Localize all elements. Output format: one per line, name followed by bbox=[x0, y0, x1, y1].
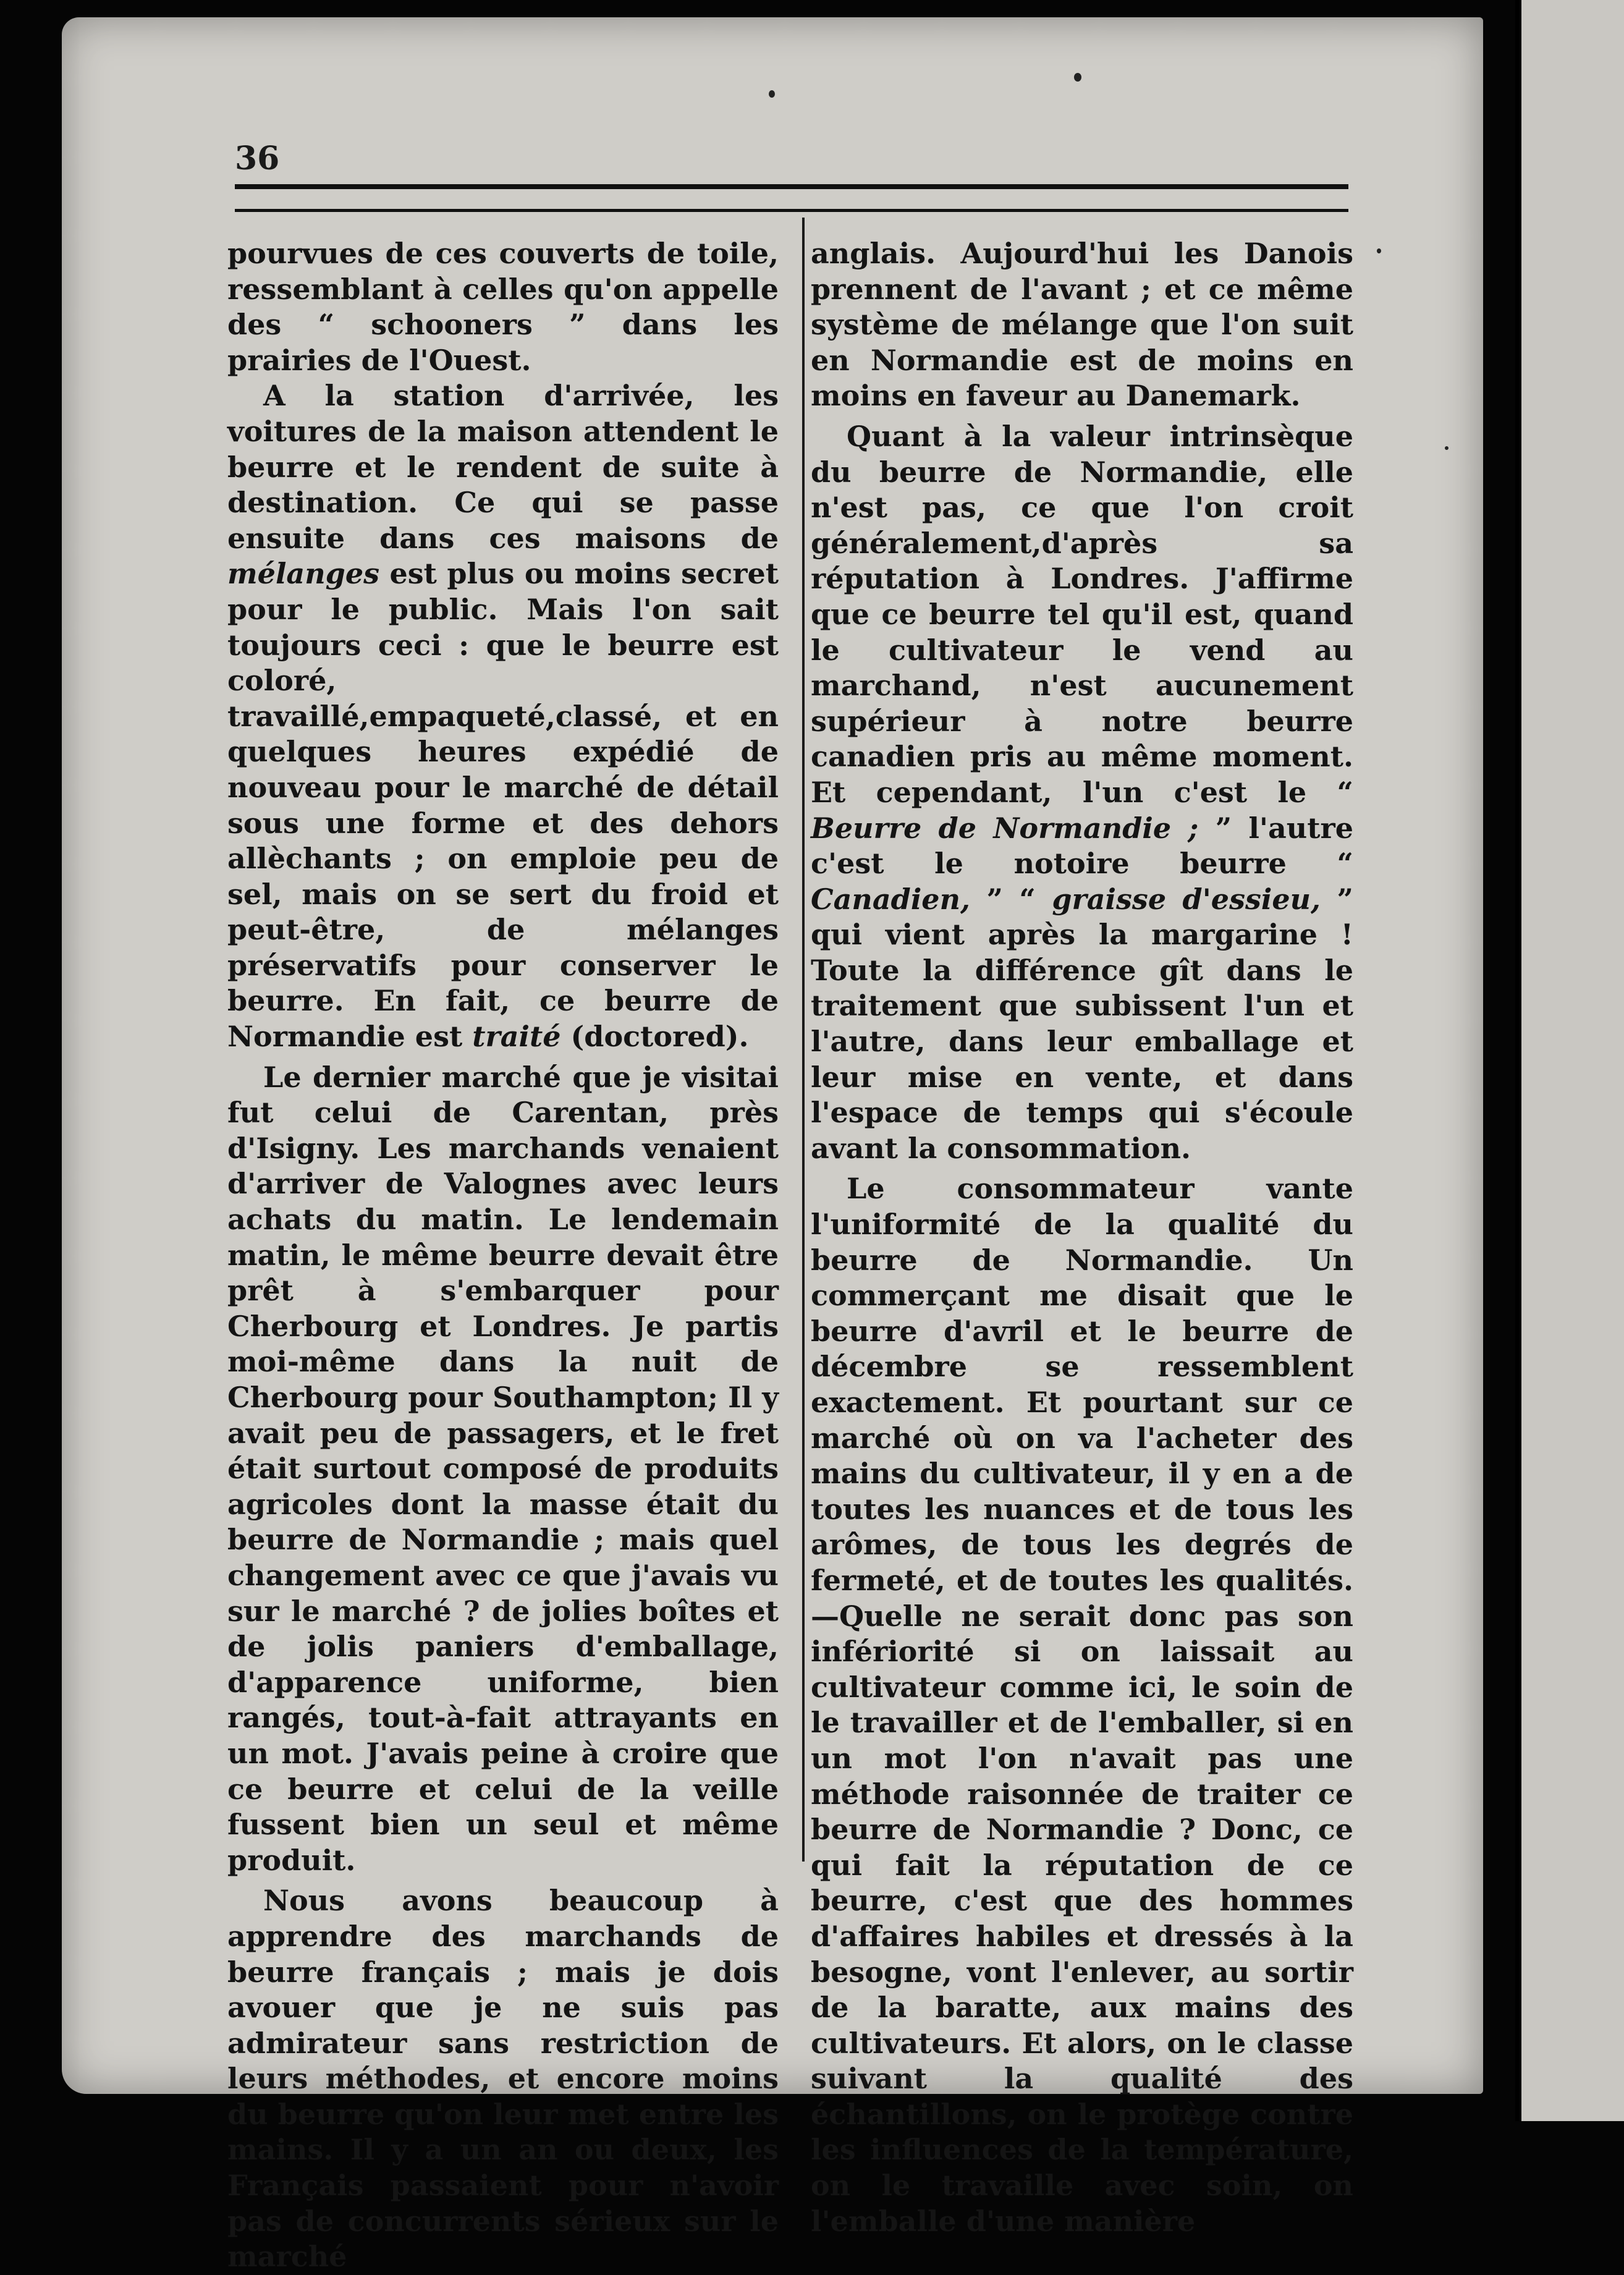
right-p2-italic-canadien: Canadien, bbox=[811, 882, 971, 916]
left-p1-text: pourvues de ces couverts de toile, ressemblant à celles qu'on appelle des “ schooners ” dans les prairies de l'Ouest. bbox=[227, 237, 779, 377]
right-p1-text: anglais. Aujourd'hui les Danois prennent de l'avant ; et ce même système de mélange que l'on suit en Normandie est de moins en moins en faveur au Danemark. bbox=[811, 237, 1353, 413]
column-divider bbox=[802, 218, 805, 1862]
right-paragraph-3 bbox=[811, 1171, 1353, 2239]
left-paragraph-4 bbox=[227, 1883, 779, 2275]
left-p3-text: Le dernier marché que je visitai fut celui de Carentan, près d'Isigny. Les marchands venaient d'arriver de Valognes avec leurs achats du matin. Le lendemain matin, le même beurre devait être prêt à s'embarquer pour Cherbourg et Londres. Je partis moi-même dans la nuit de Cherbourg pour Southampton; Il y avait peu de passagers, et le fret était surtout composé de produits agricoles dont la masse était du beurre de Normandie ; mais quel changement avec ce que j'avais vu sur le marché ? de jolies boîtes et de jolis paniers d'emballage, d'apparence uniforme, bien rangés, tout-à-fait attrayants en un mot. J'avais peine à croire que ce beurre et celui de la veille fussent bien un seul et même produit. bbox=[227, 1060, 779, 1877]
next-page-edge bbox=[1515, 0, 1624, 2121]
header-rule-top bbox=[235, 184, 1348, 189]
left-paragraph-2 bbox=[227, 378, 779, 1054]
header-rule-bottom bbox=[235, 209, 1348, 212]
ink-speck bbox=[1377, 248, 1381, 253]
right-p2-text-b: ” l'autre c'est le notoire beurre “ bbox=[811, 811, 1354, 881]
ink-speck bbox=[1074, 73, 1081, 82]
right-paragraph-1 bbox=[811, 236, 1353, 414]
left-p2-text-b: est plus ou moins secret pour le public. Mais l'on sait toujours ceci : que le beurre est coloré, travaillé,empaqueté,classé, et en quelques heures expédié de nouveau pour le marché de détail sous une forme et des dehors allèchants ; on emploie peu de sel, mais on se sert du froid et peut-être, de mélanges préservatifs pour conserver le beurre. En fait, ce beurre de Normandie est bbox=[227, 557, 779, 1054]
right-paragraph-2 bbox=[811, 419, 1353, 1166]
left-p2-text-c: (doctored). bbox=[560, 1020, 749, 1054]
right-p2-text-c: ” “ bbox=[970, 882, 1052, 916]
right-p2-italic-graisse-dessieu: graisse d'essieu, bbox=[1052, 882, 1321, 916]
right-p2-italic-beurre-de-normandie: Beurre de Normandie ; bbox=[811, 811, 1199, 845]
right-p2-text-d: ” qui vient après la margarine ! Toute la différence gît dans le traitement que subissent l'un et l'autre, dans leur emballage et leur mise en vente, et dans l'espace de temps qui s'écoule avant la consommation. bbox=[811, 882, 1353, 1165]
left-p4-text: Nous avons beaucoup à apprendre des marchands de beurre français ; mais je dois avouer que je ne suis pas admirateur sans restriction de leurs méthodes, et encore moins du beurre qu'on leur met entre les mains. Il y a un an ou deux, les Français passaient pour n'avoir pas de concurrents sérieux sur le marché bbox=[227, 1884, 779, 2274]
page-number: 36 bbox=[235, 140, 280, 177]
left-paragraph-1 bbox=[227, 236, 779, 378]
ink-speck bbox=[1445, 446, 1448, 450]
ink-speck bbox=[769, 90, 775, 98]
left-column bbox=[227, 236, 779, 2275]
right-p3-text: Le consommateur vante l'uniformité de la qualité du beurre de Normandie. Un commerçant me disait que le beurre d'avril et le beurre de décembre se ressemblent exactement. Et pourtant sur ce marché où on va l'acheter des mains du cultivateur, il y en a de toutes les nuances et de tous les arômes, de tous les degrés de fermeté, et de toutes les qualités.—Quelle ne serait donc pas son infériorité si on laissait au cultivateur comme ici, le soin de le travailler et de l'emballer, si en un mot l'on n'avait pas une méthode raisonnée de traiter ce beurre de Normandie ? Donc, ce qui fait la réputation de ce beurre, c'est que des hommes d'affaires habiles et dressés à la besogne, vont l'enlever, au sortir de la baratte, aux mains des cultivateurs. Et alors, on le classe suivant la qualité des échantillons, on le protège contre les influences de la température, on le travaille avec soin, on l'emballe d'une manière bbox=[811, 1172, 1353, 2238]
left-paragraph-3 bbox=[227, 1060, 779, 1879]
left-p2-italic-traite: traité bbox=[472, 1020, 561, 1054]
right-column bbox=[811, 236, 1353, 2239]
left-p2-italic-melanges: mélanges bbox=[227, 557, 379, 591]
right-p2-text-a: Quant à la valeur intrinsèque du beurre de Normandie, elle n'est pas, ce que l'on croit généralement,d'après sa réputation à Londres. J'affirme que ce beurre tel qu'il est, quand le cultivateur le vend au marchand, n'est aucunement supérieur à notre beurre canadien pris au même moment. Et cependant, l'un c'est le “ bbox=[811, 419, 1353, 809]
left-p2-text-a: A la station d'arrivée, les voitures de la maison attendent le beurre et le rendent de suite à destination. Ce qui se passe ensuite dans ces maisons de bbox=[227, 379, 779, 555]
